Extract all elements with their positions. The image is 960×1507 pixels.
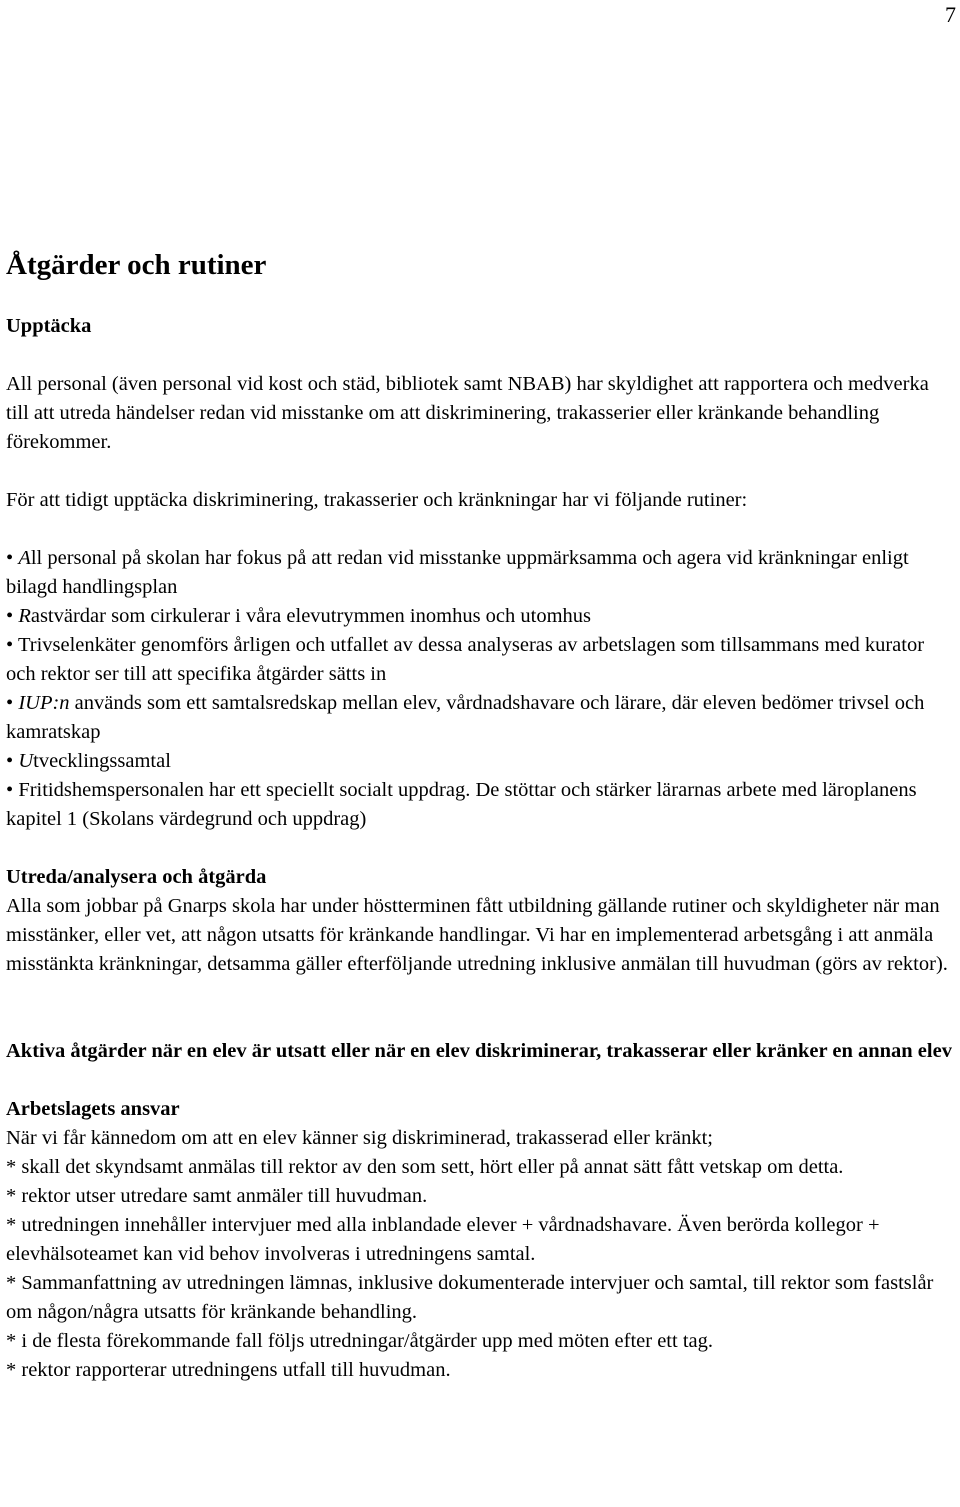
paragraph-arbetslaget-intro: När vi får kännedom om att en elev känner sig diskriminerad, trakasserad eller kränkt;: [6, 1127, 713, 1149]
list-item: • Rastvärdar som cirkulerar i våra elevutrymmen inomhus och utomhus: [6, 602, 956, 631]
paragraph-rutiner-intro: För att tidigt upptäcka diskriminering, trakasserier och kränkningar har vi följande rutiner:: [6, 489, 748, 511]
section-heading-utreda: Utreda/analysera och åtgärda: [6, 866, 267, 888]
section-heading-aktiva: Aktiva åtgärder när en elev är utsatt eller när en elev diskriminerar, trakasserar eller kränker en annan elev: [6, 1040, 952, 1062]
section-heading-arbetslaget: Arbetslagets ansvar: [6, 1098, 180, 1120]
list-item: • Fritidshemspersonalen har ett speciellt socialt uppdrag. De stöttar och stärker lärarnas arbete med läroplanens kapitel 1 (Skolans värdegrund och uppdrag): [6, 776, 956, 834]
document-body: [6, 243, 956, 1385]
paragraph-personal: All personal (även personal vid kost och städ, bibliotek samt NBAB) har skyldighet att rapportera och medverka till att utreda händelser redan vid misstanke om att diskriminering, trakasserier eller kränkande behandling förekommer.: [6, 373, 929, 453]
list-item: * rektor utser utredare samt anmäler till huvudman.: [6, 1185, 428, 1207]
list-item: * utredningen innehåller intervjuer med alla inblandade elever + vårdnadshavare. Även berörda kollegor + elevhälsoteamet kan vid behov involveras i utredningens samtal.: [6, 1214, 880, 1265]
paragraph-utreda: Alla som jobbar på Gnarps skola har under höstterminen fått utbildning gällande rutiner och skyldigheter när man misstänker, eller vet, att någon utsatts för kränkande handlingar. Vi har en implementerad arbetsgång i att anmäla misstänkta kränkningar, detsamma gäller efterföljande utredning inklusive anmälan till huvudman (görs av rektor).: [6, 895, 948, 975]
rutiner-list: [6, 544, 956, 834]
list-item: * skall det skyndsamt anmälas till rektor av den som sett, hört eller på annat sätt fått vetskap om detta.: [6, 1156, 844, 1178]
list-item: * Sammanfattning av utredningen lämnas, inklusive dokumenterade intervjuer och samtal, till rektor som fastslår om någon/några utsatts för kränkande behandling.: [6, 1272, 934, 1323]
list-item: • All personal på skolan har fokus på att redan vid misstanke uppmärksamma och agera vid kränkningar enligt bilagd handlingsplan: [6, 544, 956, 602]
list-item: * rektor rapporterar utredningens utfall till huvudman.: [6, 1359, 451, 1381]
section-heading-upptacka: Upptäcka: [6, 315, 92, 337]
list-item: • IUP:n används som ett samtalsredskap mellan elev, vårdnadshavare och lärare, där eleven bedömer trivsel och kamratskap: [6, 689, 956, 747]
list-item: • Utvecklingssamtal: [6, 747, 956, 776]
page-number: 7: [945, 2, 956, 27]
page-title: Åtgärder och rutiner: [6, 249, 267, 281]
list-item: * i de flesta förekommande fall följs utredningar/åtgärder upp med möten efter ett tag.: [6, 1330, 713, 1352]
list-item: • Trivselenkäter genomförs årligen och utfallet av dessa analyseras av arbetslagen som tillsammans med kurator och rektor ser till att specifika åtgärder sätts in: [6, 631, 956, 689]
arbetslaget-list: [6, 1153, 956, 1385]
